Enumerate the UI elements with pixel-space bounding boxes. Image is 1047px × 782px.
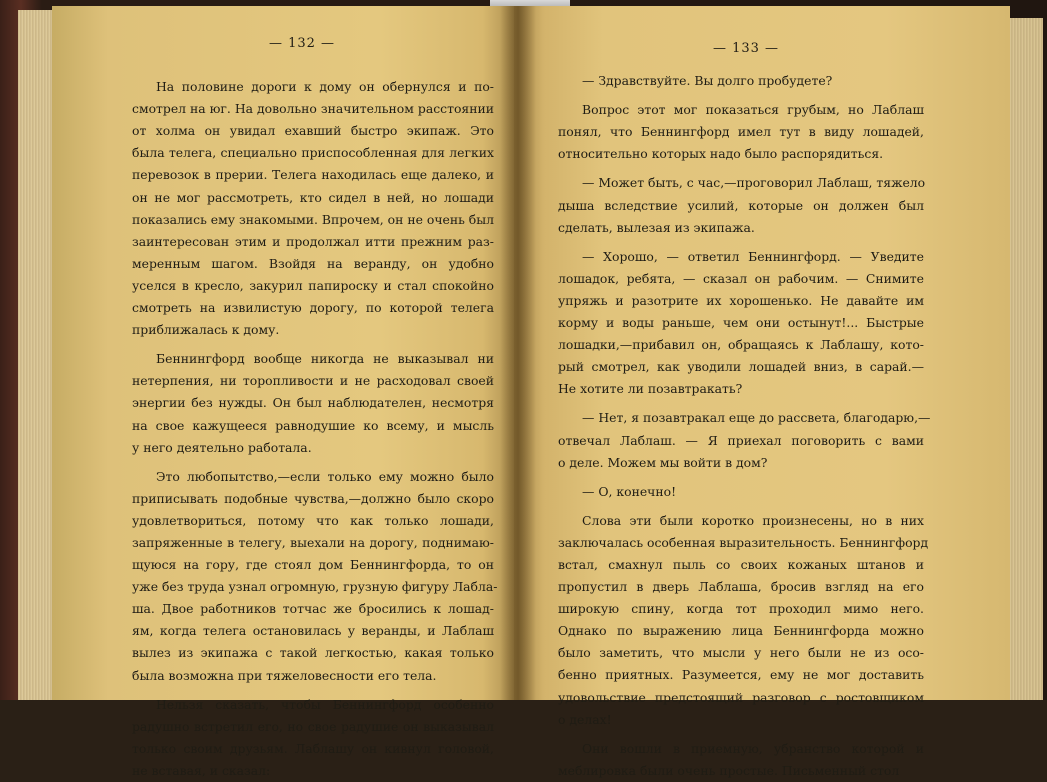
text-line: — Здравствуйте. Вы долго пробудете? xyxy=(582,73,833,89)
text-line: — Нет, я позавтракал еще до рассвета, благодарю,— xyxy=(582,410,931,426)
text-line: пропустил в дверь Лаблаша, бросив взгляд на его xyxy=(558,579,924,595)
text-line: Не хотите ли позавтракать? xyxy=(558,381,743,397)
right-page xyxy=(514,6,1010,778)
page-number: — 132 — xyxy=(268,36,336,51)
text-line: отвечал Лаблаш. — Я приехал поговорить с вами xyxy=(558,432,924,448)
text-line: на свое кажущееся равнодушие ко всему, и мысль xyxy=(132,417,494,433)
text-line: Беннингфорд вообще никогда не выказывал ни xyxy=(156,351,494,367)
text-line: понял, что Беннингфорд имел тут в виду лошадей, xyxy=(558,124,924,140)
text-line: о деле. Можем мы войти в дом? xyxy=(558,454,768,470)
text-line: — О, конечно! xyxy=(582,483,677,499)
text-line: заключалась особенная выразительность. Беннингфорд xyxy=(558,534,929,550)
text-line: Они вошли в приемную, убранство которой и xyxy=(582,740,924,756)
text-line: уже без труда узнал огромную, грузную фигуру Лабла- xyxy=(132,579,498,595)
text-line: нетерпения, ни торопливости и не расходовал своей xyxy=(132,373,494,389)
text-line: лошадки,—прибавил он, обращаясь к Лаблашу, кото- xyxy=(558,337,924,353)
text-line: приближалась к дому. xyxy=(132,322,280,338)
paragraph xyxy=(558,481,924,503)
text-line: уселся в кресло, закурил папироску и стал спокойно xyxy=(132,277,494,293)
text-line: смотреть на извилистую дорогу, по которой телега xyxy=(132,300,494,316)
page-number: — 133 — xyxy=(712,41,780,56)
text-line: рый смотрел, как уводили лошадей вниз, в сарай.— xyxy=(558,359,924,375)
paragraph xyxy=(132,466,498,687)
text-line: бенно приятных. Разумеется, ему не мог доставить xyxy=(558,667,924,683)
text-line: шa. Двое работников тотчас же бросились к лошад- xyxy=(132,601,494,617)
book-gutter xyxy=(500,6,536,700)
text-line: не вставая, и сказал: xyxy=(132,762,271,778)
text-line: была возможна при тяжеловесности его тела. xyxy=(132,667,437,683)
text-line: энергии без нужды. Он был наблюдателен, несмотря xyxy=(132,395,494,411)
text-line: от холма он увидал ехавший быстро экипаж. Это xyxy=(132,123,494,139)
paragraph xyxy=(132,694,494,782)
text-line: было заметить, что мысли у него были не из осо- xyxy=(558,645,924,661)
text-line: дыша вследствие усилий, которые он должен был xyxy=(558,197,924,213)
paragraph xyxy=(558,172,924,238)
text-line: перевозок в прерии. Телега находилась еще далеко, и xyxy=(132,167,494,183)
text-line: встал, смахнул пыль со своих кожаных штанов и xyxy=(558,556,924,572)
text-line: он не мог рассмотреть, кто сидел в ней, но лошади xyxy=(132,189,494,205)
text-line: смотрел на юг. На довольно значительном расстоянии xyxy=(132,101,494,117)
paragraph xyxy=(132,76,494,341)
text-line: вылез из экипажа с такой легкостью, какая только xyxy=(132,645,494,661)
paragraph xyxy=(558,407,931,473)
text-line: Это любопытство,—если только ему можно было xyxy=(156,468,494,484)
left-page xyxy=(52,6,520,778)
text-line: удовлетвориться, потому что как только лошади, xyxy=(132,512,494,528)
text-line: упряжь и разотрите их хорошенько. Не давайте им xyxy=(558,292,924,308)
paragraph xyxy=(558,738,924,782)
text-line: Слова эти были коротко произнесены, но в них xyxy=(582,512,924,528)
text-line: Нельзя сказать, чтобы Беннингфорд особенно xyxy=(156,696,494,712)
text-line: широкую спину, когда тот проходил мимо него. xyxy=(558,601,924,617)
text-line: Вопрос этот мог показаться грубым, но Лаблаш xyxy=(582,102,924,118)
text-line: меренным шагом. Взойдя на веранду, он удобно xyxy=(132,255,494,271)
text-line: была телега, специально приспособленная для легких xyxy=(132,145,494,161)
paragraph xyxy=(558,99,924,165)
text-line: относительно которых надо было распорядиться. xyxy=(558,146,884,162)
text-line: — Может быть, с час,—проговорил Лаблаш, тяжело xyxy=(582,175,926,191)
text-line: щуюся на гору, где стоял дом Беннингфорда, то он xyxy=(132,557,494,573)
text-line: Однако по выражению лица Беннингфорда можно xyxy=(558,623,924,639)
text-line: показались ему знакомыми. Впрочем, он не очень был xyxy=(132,211,494,227)
paragraph xyxy=(132,348,494,458)
text-line: у него деятельно работала. xyxy=(132,439,312,455)
text-line: — Хорошо, — ответил Беннингфорд. — Уведите xyxy=(582,248,924,264)
paragraph xyxy=(558,510,929,731)
text-line: меблировка были очень простые. Письменный стол xyxy=(558,762,900,778)
text-line: о делах! xyxy=(558,711,612,727)
text-line: только своим друзьям. Лаблашу он кивнул головой, xyxy=(132,740,494,756)
text-line: радушно встретил его, но свое радушие он выказывал xyxy=(132,718,494,734)
page-text xyxy=(132,76,498,782)
text-line: заинтересован этим и продолжал итти прежним раз- xyxy=(132,233,494,249)
paragraph xyxy=(558,246,924,401)
text-line: лошадок, ребята, — сказал он рабочим. — Снимите xyxy=(558,270,924,286)
text-line: запряженные в телегу, выехали на дорогу, поднимаю- xyxy=(132,534,494,550)
text-line: корму и воды раньше, чем они остынут!... Быстрые xyxy=(558,315,924,331)
paragraph xyxy=(558,70,924,92)
text-line: ям, когда телега остановилась у веранды, и Лаблаш xyxy=(132,623,494,639)
page-text xyxy=(558,70,931,782)
text-line: приписывать подобные чувства,—должно было скоро xyxy=(132,490,494,506)
text-line: На половине дороги к дому он обернулся и по- xyxy=(156,79,494,95)
text-line: удовольствие предстоящий разговор с ростовщиком xyxy=(558,689,924,705)
text-line: сделать, вылезая из экипажа. xyxy=(558,219,755,235)
